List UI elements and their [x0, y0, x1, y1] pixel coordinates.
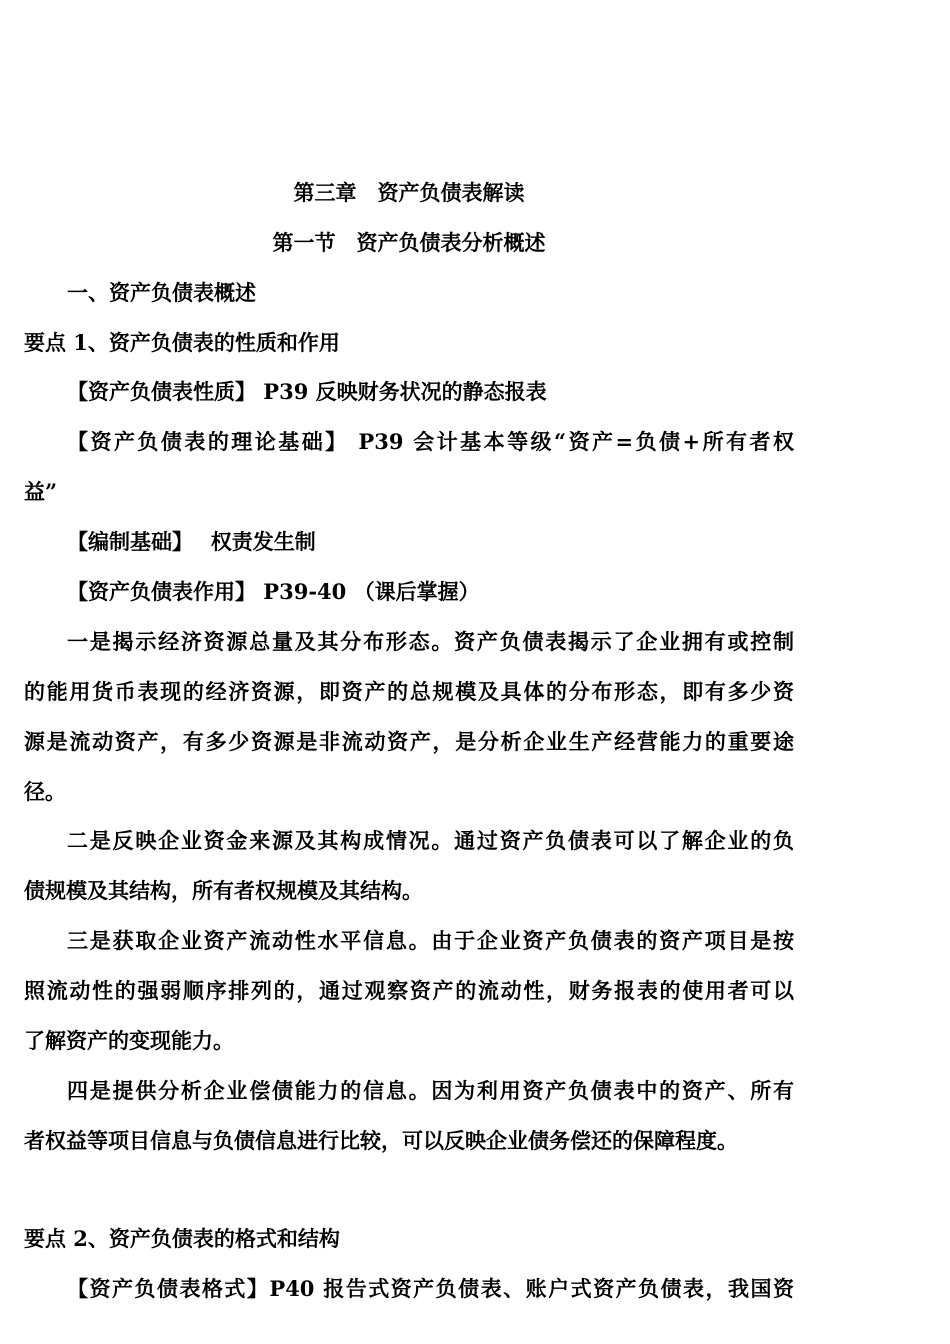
heading-1: 一、资产负债表概述 [67, 280, 256, 305]
para3-line-1: 三是获取企业资产流动性水平信息。由于企业资产负债表的资产项目是按 [67, 928, 794, 953]
para1-line-2: 的能用货币表现的经济资源，即资产的总规模及具体的分布形态，即有多少资 [24, 679, 794, 704]
section-title: 第一节 资产负债表分析概述 [272, 230, 546, 255]
para3-line-2: 照流动性的强弱顺序排列的，通过观察资产的流动性，财务报表的使用者可以 [24, 978, 794, 1003]
para4-line-1: 四是提供分析企业偿债能力的信息。因为利用资产负债表中的资产、所有 [67, 1078, 794, 1103]
nature-line: 【资产负债表性质】 P39 反映财务状况的静态报表 [67, 379, 547, 404]
theory-line-1: 【资产负债表的理论基础】 P39 会计基本等级“资产=负债+所有者权 [67, 429, 794, 454]
basis-line: 【编制基础】 权责发生制 [67, 529, 316, 554]
para1-line-3: 源是流动资产，有多少资源是非流动资产，是分析企业生产经营能力的重要途 [24, 729, 794, 754]
para2-line-1: 二是反映企业资金来源及其构成情况。通过资产负债表可以了解企业的负 [67, 828, 794, 853]
point-2-heading: 要点 2、资产负债表的格式和结构 [24, 1226, 340, 1251]
para2-line-2: 债规模及其结构，所有者权规模及其结构。 [24, 878, 423, 903]
point-1-heading: 要点 1、资产负债表的性质和作用 [24, 330, 340, 355]
para4-line-2: 者权益等项目信息与负债信息进行比较，可以反映企业债务偿还的保障程度。 [24, 1128, 738, 1153]
chapter-title: 第三章 资产负债表解读 [293, 180, 525, 205]
para3-line-3: 了解资产的变现能力。 [24, 1028, 234, 1053]
theory-line-2: 益” [24, 479, 58, 504]
para1-line-1: 一是揭示经济资源总量及其分布形态。资产负债表揭示了企业拥有或控制 [67, 629, 794, 654]
format-line: 【资产负债表格式】P40 报告式资产负债表、账户式资产负债表，我国资 [67, 1276, 794, 1301]
function-line: 【资产负债表作用】 P39-40 （课后掌握） [67, 579, 480, 604]
para1-line-4: 径。 [24, 779, 66, 804]
